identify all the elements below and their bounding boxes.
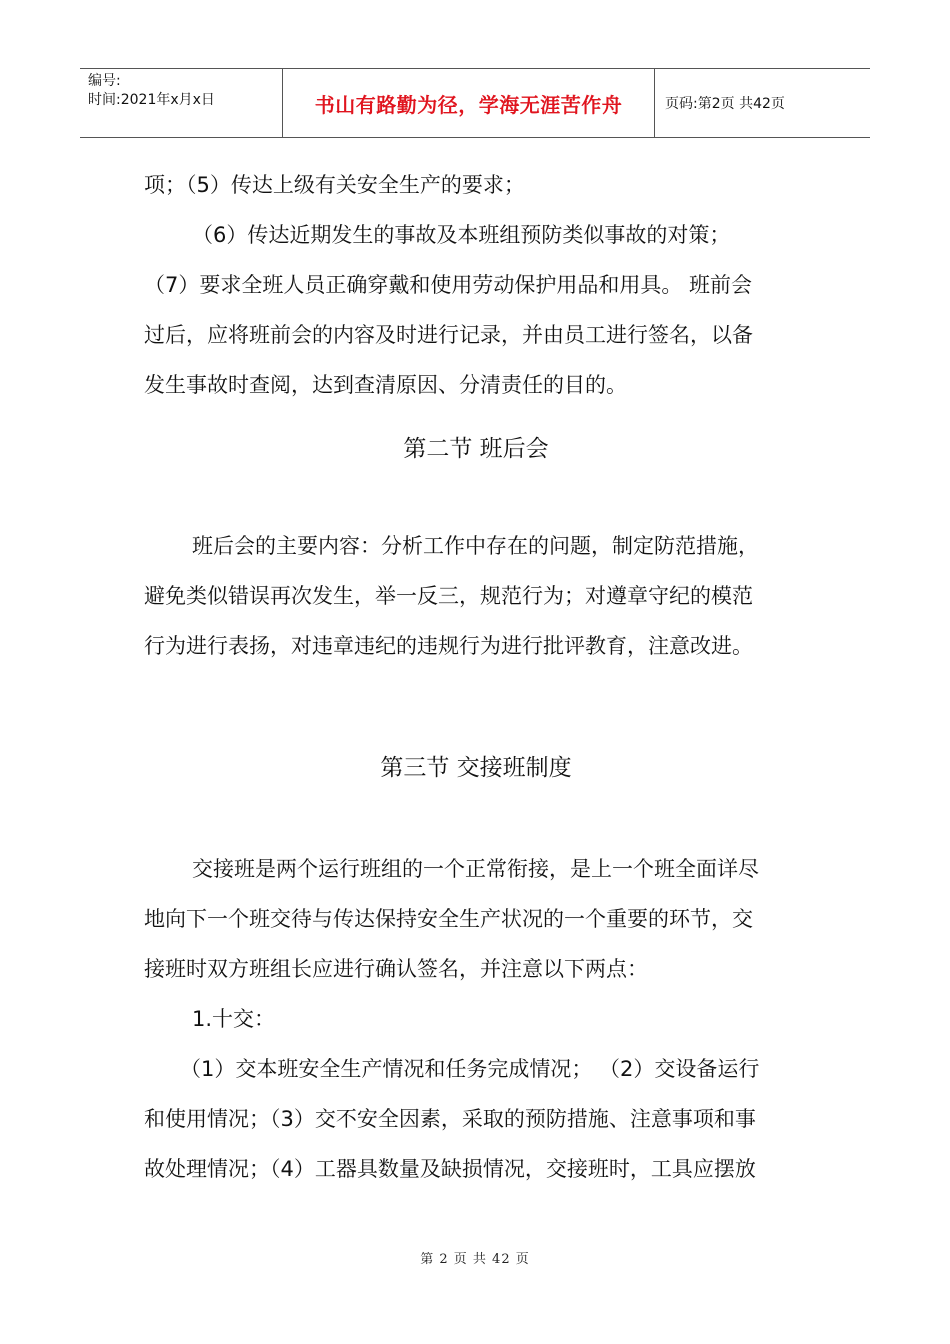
paragraph-line: 过后，应将班前会的内容及时进行记录，并由员工进行签名，以备 [144,323,753,347]
paragraph-line: 和使用情况；（3）交不安全因素，采取的预防措施、注意事项和事 [144,1107,756,1131]
paragraph-line: 故处理情况；（4）工器具数量及缺损情况，交接班时，工具应摆放 [144,1157,756,1181]
paragraph-line: （1）交本班安全生产情况和任务完成情况； （2）交设备运行 [180,1057,760,1081]
section-heading: 第三节 交接班制度 [380,755,572,781]
paragraph-line: 接班时双方班组长应进行确认签名，并注意以下两点： [144,957,648,981]
header-page-info: 页码:第2页 共42页 [665,96,785,112]
time-label: 时间:2021年x月x日 [88,92,215,108]
section-heading: 第二节 班后会 [403,436,549,462]
paragraph-line: 地向下一个班交待与传达保持安全生产状况的一个重要的环节，交 [144,907,753,931]
paragraph-line: 项；（5）传达上级有关安全生产的要求； [144,173,525,197]
paragraph-line: 班后会的主要内容：分析工作中存在的问题，制定防范措施， [192,534,759,558]
header-meta [80,69,282,137]
number-label: 编号: [88,73,121,89]
paragraph-line: 1.十交： [192,1007,276,1031]
document-body [144,160,808,1194]
paragraph-line: 交接班是两个运行班组的一个正常衔接，是上一个班全面详尽 [192,857,759,881]
paragraph-line: 行为进行表扬，对违章违纪的违规行为进行批评教育，注意改进。 [144,634,753,658]
page-footer: 第 2 页 共 42 页 [420,1252,530,1267]
paragraph-line: （6）传达近期发生的事故及本班组预防类似事故的对策； [192,223,731,247]
page-header [80,68,870,138]
paragraph-line: （7）要求全班人员正确穿戴和使用劳动保护用品和用具。 班前会 [144,273,753,297]
header-motto: 书山有路勤为径，学海无涯苦作舟 [282,69,655,137]
paragraph-line: 避免类似错误再次发生，举一反三，规范行为；对遵章守纪的模范 [144,584,753,608]
paragraph-line: 发生事故时查阅，达到查清原因、分清责任的目的。 [144,373,627,397]
